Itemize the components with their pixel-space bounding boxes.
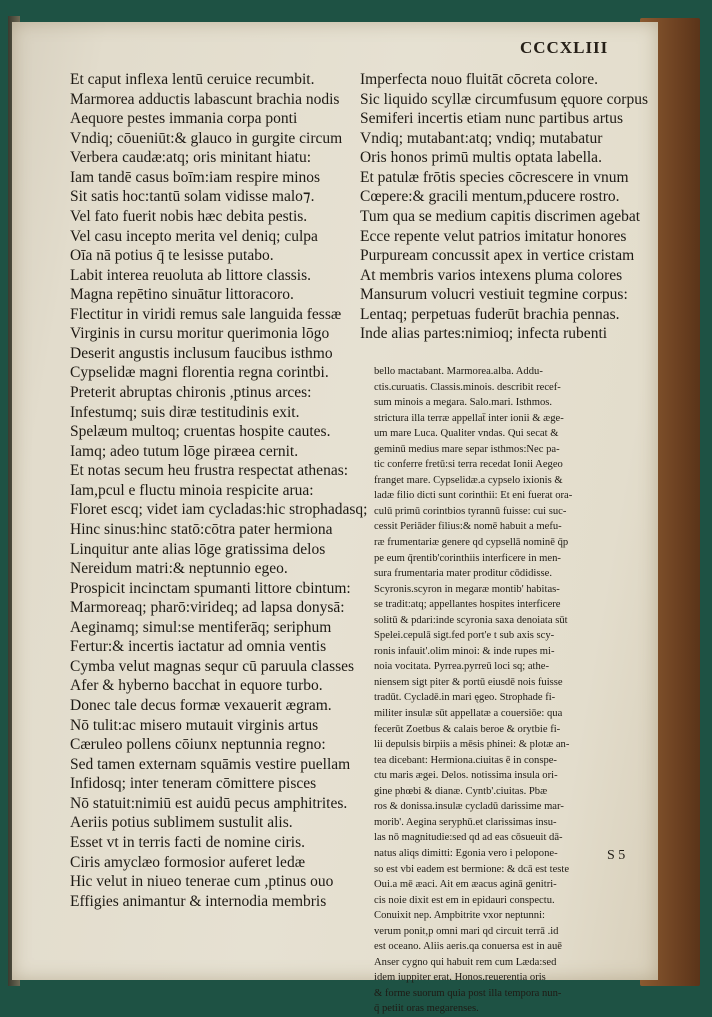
commentary-column bbox=[374, 364, 656, 1017]
verse-line: Donec tale decus formæ vexauerit ægram. bbox=[70, 697, 332, 714]
verse-line: Purpuream concussit apex in vertice cristam bbox=[360, 247, 635, 265]
commentary-line: solitū & pdari:inde scyronia saxa denoiata sūt bbox=[374, 614, 568, 626]
commentary-line: cessit Periāder filius:& nomē habuit a mefu- bbox=[374, 521, 562, 533]
commentary-line: pe eum q̄rentib'corinthiis interficere in men- bbox=[374, 552, 561, 564]
verse-line: Inde alias partes:nimioq; infecta rubenti bbox=[360, 325, 608, 343]
verse-line: Prospicit incinctam spumanti littore cbintum: bbox=[70, 579, 351, 597]
commentary-line: cis noie dixit est em in epidauri conspectu. bbox=[374, 894, 555, 906]
commentary-line: militer insulæ sūt appellatæ a couersiōe: qua bbox=[374, 708, 563, 720]
commentary-line: noia vocitata. Pyrrea.pyrreū loci sq; athe- bbox=[374, 661, 550, 673]
commentary-line: tradūt. Cycladē.in mari ęgeo. Strophade fi- bbox=[374, 692, 556, 704]
verse-line: Verbera caudæ:atq; oris minitant hiatu: bbox=[70, 149, 312, 167]
commentary-line: ctis.curuatis. Classis.minois. describit recef- bbox=[374, 381, 561, 393]
commentary-line: strictura illa terræ appellat̄ inter ionii & æge- bbox=[374, 412, 564, 424]
verse-line: Vel casu incepto merita vel deniq; culpa bbox=[70, 227, 318, 245]
verse-line: Aeginamq; simul:se mentiferāq; seriphum bbox=[70, 618, 332, 636]
commentary-line: Scyronis.scyron in megaræ montib' habitas- bbox=[374, 583, 560, 595]
verse-line: Vel fato fuerit nobis hæc debita pestis. bbox=[70, 207, 308, 225]
verse-line: Cæruleo pollens cōiunx neptunnia regno: bbox=[70, 736, 326, 754]
commentary-line: ros & donissa.insulæ cycladū darissime mar- bbox=[374, 801, 564, 813]
verse-line: Linquitur ante alias lōge gratissima delos bbox=[70, 540, 326, 558]
verse-line: Mansurum volucri vestiuit tegmine corpus: bbox=[360, 286, 628, 304]
commentary-line: gine phœbi & dianæ. Cyntb'.ciuitas. Pbæ bbox=[374, 785, 548, 797]
commentary-line: Conuixit nep. Ampbitrite vxor neptunni: bbox=[374, 910, 545, 922]
commentary-line: se tradit:atq; appellantes hospites interficere bbox=[374, 599, 561, 611]
verse-line: Infidosq; inter teneram cōmittere pisces bbox=[70, 775, 317, 793]
verse-line: Virginis in cursu moritur querimonia lōgo bbox=[70, 325, 330, 343]
verse-line: Hic velut in niueo tenerae cum ,ptinus ouo bbox=[70, 873, 334, 891]
verse-line: Aequore pestes immania corpa ponti bbox=[70, 110, 298, 128]
commentary-line: morib'. Aegina seryphū.et clarissimas insu- bbox=[374, 816, 557, 828]
commentary-line: niensem sigt piter & portū eiusdē nois fuisse bbox=[374, 676, 563, 688]
verse-line: Afer & hyberno bacchat in equore turbo. bbox=[70, 677, 323, 695]
verse-line: Marmoreaq; pharō:virideq; ad lapsa donysā: bbox=[70, 599, 345, 617]
verse-column-right bbox=[360, 70, 655, 344]
verse-line: Ecce repente velut patrios imitatur honores bbox=[360, 227, 627, 245]
commentary-line: idem iuppiter erat. Honos.reuerentia oris bbox=[374, 972, 546, 984]
verse-line: Lentaq; perpetuas fuderūt brachia pennas. bbox=[360, 305, 620, 323]
commentary-line: tic conferre fretū:si terra recedat Ionii Aegeo bbox=[374, 459, 563, 471]
verse-line: Oris honos primū multis optata labella. bbox=[360, 149, 602, 167]
verse-line: Deserit angustis inclusum faucibus isthmo bbox=[70, 344, 333, 362]
verse-line: Infestumq; suis diræ testitudinis exit. bbox=[70, 403, 300, 421]
commentary-line: verum ponit,p omni mari qd circuit terrā .id bbox=[374, 925, 559, 937]
verse-line: Sed tamen externam squāmis vestire puellam bbox=[70, 755, 351, 773]
commentary-line: ctu maris ægei. Delos. notissima insula ori- bbox=[374, 770, 558, 782]
commentary-line: ræ frumentariæ genere qd cypsellā nominē q̄p bbox=[374, 537, 569, 549]
printed-page bbox=[12, 22, 658, 1015]
commentary-line: Anser cygno qui habuit rem cum Læda:sed bbox=[374, 956, 557, 968]
commentary-line: q̄ petiit oras megarenses. bbox=[374, 1003, 479, 1015]
verse-line: Et caput inflexa lentū ceruice recumbit. bbox=[70, 71, 315, 88]
verse-line: Marmorea adductis labascunt brachia nodis bbox=[70, 90, 340, 108]
commentary-line: las nō magnitudie:sed qd ad eas cōsueuit dā- bbox=[374, 832, 563, 844]
commentary-line: lii depulsis birpiis a mēsis phinei: & plotæ an- bbox=[374, 739, 570, 751]
verse-line: Semiferi incertis etiam nunc partibus artus bbox=[360, 110, 623, 128]
verse-line: Iamq; adeo tutum lōge piræea cernit. bbox=[70, 442, 299, 460]
commentary-line: tea dicebant: Hermiona.ciuitas ē in conspe- bbox=[374, 754, 557, 766]
verse-line: Et patulæ frōtis species cōcrescere in vnum bbox=[360, 168, 629, 186]
verse-line: Cypselidæ magni florentia regna corintbi. bbox=[70, 364, 329, 382]
commentary-line: est oceano. Aliis aeris.qa conuersa est in auē bbox=[374, 941, 562, 953]
verse-line: Sic liquido scyllæ circumfusum ęquore corpus bbox=[360, 90, 648, 108]
signature-mark: S 5 bbox=[607, 848, 626, 863]
commentary-line: sum minois a megara. Salo.mari. Isthmos. bbox=[374, 397, 553, 409]
verse-line: Hinc sinus:hinc statō:cōtra pater hermiona bbox=[70, 520, 333, 538]
verse-line: Cœpere:& gracili mentum,pducere rostro. bbox=[360, 188, 620, 206]
verse-line: Iam,pcul e fluctu minoia respicite arua: bbox=[70, 481, 314, 499]
commentary-line: Oui.a mē æaci. Ait em æacus aginā genitri- bbox=[374, 879, 557, 891]
verse-column-left bbox=[70, 70, 370, 911]
commentary-line: franget mare. Cypselidæ.a cypselo ixionis & bbox=[374, 474, 563, 486]
verse-line: Imperfecta nouo fluitāt cōcreta colore. bbox=[360, 71, 598, 88]
verse-line: Vndiq; cōueniūt:& glauco in gurgite circum bbox=[70, 129, 343, 147]
commentary-line: bello mactabant. Marmorea.alba. Addu- bbox=[374, 366, 543, 377]
verse-line: Labit interea reuoluta ab littore classis. bbox=[70, 266, 312, 284]
commentary-line: um mare Luca. Qualiter vndas. Qui secat & bbox=[374, 428, 559, 440]
commentary-line: fecerūt Zoetbus & calais beroe & orytbie fi- bbox=[374, 723, 561, 735]
verse-line: Nō tulit:ac misero mutauit virginis artus bbox=[70, 716, 319, 734]
verse-line: Ciris amyclæo formosior auferet ledæ bbox=[70, 853, 306, 871]
verse-line: Fertur:& incertis iactatur ad omnia ventis bbox=[70, 638, 327, 656]
verse-line: Magna repētino sinuātur littoracoro. bbox=[70, 286, 294, 304]
commentary-line: ronis infauit'.olim minoi: & inde rupes mi- bbox=[374, 645, 555, 657]
verse-line: Nereidum matri:& neptunnio egeo. bbox=[70, 560, 288, 578]
verse-line: Iam tandē casus boīm:iam respire minos bbox=[70, 168, 321, 186]
commentary-line: natus aliqs dimitti: Egonia vero i pelopone- bbox=[374, 847, 558, 859]
verse-line: Preterit abruptas chironis ,ptinus arces: bbox=[70, 384, 312, 401]
commentary-line: culū primū corintbios tyrannū fuisse: cui suc- bbox=[374, 505, 567, 517]
verse-line: Tum qua se medium capitis discrimen agebat bbox=[360, 207, 641, 225]
commentary-line: Spelei.cepulā sigt.fed port'e t sub axis scy- bbox=[374, 630, 555, 642]
commentary-line: sura frumentaria mater proditur cōdidisse. bbox=[374, 568, 552, 580]
folio-number: CCCXLIII bbox=[520, 38, 609, 57]
verse-line: Et notas secum heu frustra respectat athenas: bbox=[70, 462, 349, 480]
verse-line: Effigies animantur & internodia membris bbox=[70, 892, 327, 910]
verse-line: Sit satis hoc:tantū solam vidisse malo⁊. bbox=[70, 188, 315, 206]
verse-line: Esset vt in terris facti de nomine ciris. bbox=[70, 833, 306, 851]
commentary-line: so est vbi eadem est bermione: & dcā est teste bbox=[374, 863, 570, 875]
verse-line: Aeriis potius sublimem sustulit alis. bbox=[70, 814, 293, 832]
verse-line: Floret escq; videt iam cycladas:hic strophadasq; bbox=[70, 501, 368, 519]
verse-line: Spelæum multoq; cruentas hospite cautes. bbox=[70, 423, 331, 441]
commentary-line: & forme suorum quia post illa tempora nun- bbox=[374, 987, 562, 999]
commentary-line: geminū medius mare separ isthmos:Nec pa- bbox=[374, 443, 560, 455]
verse-line: Flectitur in viridi remus sale languida fessæ bbox=[70, 305, 342, 323]
verse-line: Vndiq; mutabant:atq; vndiq; mutabatur bbox=[360, 129, 603, 147]
verse-line: At membris varios intexens pluma colores bbox=[360, 266, 623, 284]
commentary-line: ladæ filio dicti sunt corinthii: Et eni fuerat ora- bbox=[374, 490, 573, 502]
verse-line: Nō statuit:nimiū est auidū pecus amphitrites. bbox=[70, 794, 348, 812]
verse-line: Cymba velut magnas sequr cū paruula classes bbox=[70, 657, 355, 675]
verse-line: Oīa nā potius q̄ te lesisse putabo. bbox=[70, 247, 274, 265]
